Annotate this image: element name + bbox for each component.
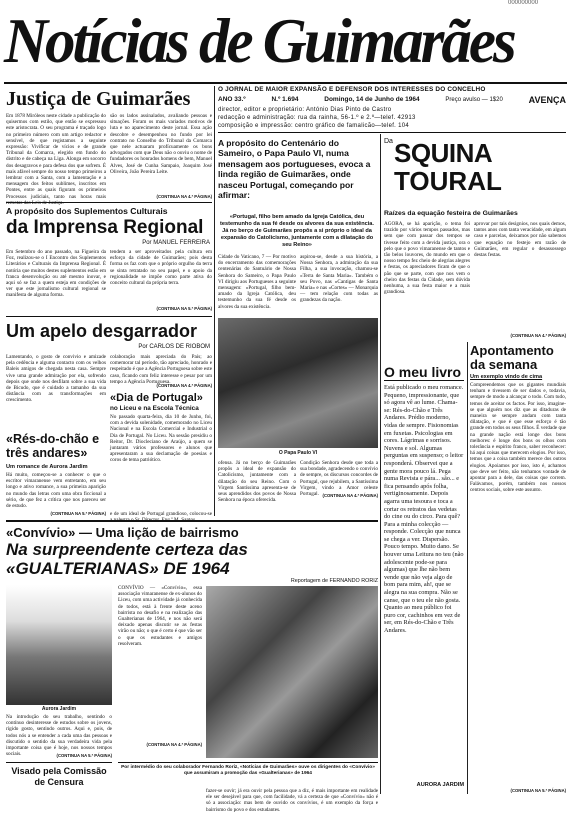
convivio-caption: Por intermédio do seu colaborador Fernando Roriz, «Notícias de Guimarães» ouve os dirigentes do «Convívio» que assumiram a promoção das «Gualterianas» de 1964 <box>121 765 375 776</box>
esquina-subtitle: Raízes da equação festeira de Guimarães <box>384 210 518 217</box>
apontamento-title: Apontamento da semana <box>470 343 554 372</box>
meulivro-poem: Está publicado o meu romance. Pequeno, impressionante, que só agora vê ao lume. Chama-se: Rés-do-Chão e Três Andares. Prédio moderno, vidas de sempre. Fisionomias em fuxetas. Psicologias em cores. Lágrimas e sorrisos. Nuvens e sol. Algumas perguntas em suspenso; o leitor responderá. Observei que a gente mora pouco lá. Pega numa Revista e pára... são... e fica pensando após folha, vertiginosamente. Depois agarra uma tesoura e toca a cortar os retratos das vedetas do cine ou do circo. Para quê? Para a minha colecção — responde. Colecção que nunca se chega a ver. Dispersão. Pouco tempo. Muito dano. Se houver uma Leitura no teu (não adolescente pode-se para algumas) que lhe não bem vende que não veja algo de bom para mim, ah!, que se alegra na sua compra. Não se canse, que o teu ele não gosta. Quanto ao meu público foi puro cor, cachinhos em vez de ser, em Rés-do-Chão e Três Andares. <box>384 384 464 634</box>
diaportugal-subtitle: no Liceu e na Escola Técnica <box>110 405 199 412</box>
convivio-body-2: fazer-se ouvir; já era ouvir pela pessoa que a diz, é mais importante em realidade ele ser desejável para que, com facilidade, vá a certeza de que «Convívio» não é só a associação: mas bem de ouvido os convívios, é um exemplo da força e bairrismo do povo e dos estudantes. <box>206 788 378 813</box>
papa-body: Cidade do Vaticano, 7 — Por motivo do encerramento das comemorações centenárias do Santuário de Nossa Senhora do Sameiro, o Papa Paulo VI dirigiu aos Portugueses a seguinte mensagem: «Portugal, filho bem-amado da Igreja Católica, deu testemunho da sua fé desde os alvores da sua existência. <box>218 254 296 310</box>
meulivro-rule <box>384 380 464 381</box>
esquina-title-2: TOURAL <box>394 166 502 196</box>
suplementos-continue: (CONTINUA NA 5.ª PÁGINA) <box>156 306 212 311</box>
convivio-photo <box>206 586 378 758</box>
masthead-rule <box>4 82 567 84</box>
archive-stamp: 000000000 <box>508 0 539 6</box>
aurora-photo-caption: Aurora Jardim <box>41 706 77 712</box>
aurora-jardim-photo <box>6 585 112 705</box>
convivio-rule <box>6 520 378 522</box>
meulivro-signature: AURORA JARDIM <box>416 782 464 788</box>
suplementos-body-2: tendem a ser aproveitados pela cultura em esforço da cidade de Guimarães; pois desta forma os faz com que o próprio orgulho da terra se sinta retratado no seu papel, e o apoio da regionalidade se impõe como parte ativa do conceito cultural da própria terra. <box>110 249 212 287</box>
esquina-body: AGORA, se há aparição, o tema foi trazido por vários tempos passados, mas sem que com passar dos tempos se tivesse feito com a devida justiça, ora o pelo que o povo vimaranense de tantos e tão belos louvores, do mundo em que o nosso tempo fez cheio de alegrias alegres e festas, os apreciadores ficam de que o pão que se parte, com que nos vem o cheiro das festas da Cidade, sem dúvida nenhuma, a sua festa maior e a mais grandiosa. <box>384 221 470 296</box>
suplementos-kicker: A propósito dos Suplementos Culturais <box>6 206 168 216</box>
newspaper-masthead: Notícias de Guimarães <box>4 6 514 77</box>
diaportugal-body: No passado quarta-feira, dia 10 de Junho, foi, com a devida solenidade, comemorado no Liceu Nacional e na Escola Comercial e Industrial o Dia de Portugal. No Liceu. Na sessão presidiu o Reitor, Dr. Diocleciano de Araújo, a quem se juntaram vários professores e alunos que apresentaram a sua declamação de poesias e coros de tema patriótico. <box>110 414 212 464</box>
justica-body-2: são os lados assinalados, avaliando pessoas e situações. Foram os mais variados motivos de luta e no aparecimento deste jornal. Essa ação descobre e desempenhou no fundo por lei contrato no Conselho do Tribunal da Comarca que nele actuaram profícuamente os bons advogados com que Deus não o ouviu o nome de fundadores os honrados homens de bem, Manuel Alves, José de Cunha Sampaio, Joaquim José Oliveira, João Pereira Leite. <box>110 113 212 175</box>
apelo-body: Lamentando, o gosto de convivio e amizade pela cedência e alguma contacto com os velhos Baleis amigos de chegada nesta casa. Sempre vive uma grande admiração por ela, sofrendo depois que onde nos desfilam sobre a sua vida de Bicudo, que é cuidado a tamanho da sua distância com as transformações em crescimento. <box>6 354 106 404</box>
convivio-title: «Convívio» — Uma lição de bairrismo <box>6 525 239 540</box>
justica-body: Em 1878 Miróleos neste cidade a publicação do quisermos com estilo, que então se expressou este aristocrata. O seu programa é traçado logo no primeiro número com um artigo redactor e sensível, de que registamos a seguinte expressão: Vivificar de vícios e de grande Tribunal da Comarca, elegido em fundo do distrito e de cabeça na Liga. Alonga em socorro dos desagravos e para defesa dos que sofrem. É mais afável sempre do nosso tempo primeiros a lembrar com a Santa, com a lamentação e a mensagem dos feitos sublimes, inscritos em Pontes, entre as quais figuram os primeiros Processos judiciais, tanto nas horas mais <box>6 113 106 200</box>
resdochao-continue: (CONTINUA NA 5.ª PÁGINA) <box>50 511 106 516</box>
resdochao-body: Há muito, começou-se a conhecer o que o escritor vimaranense vem entretanto, em seu longo e ativo romance, a sua primeira aparição no mundo das letras com uma obra ficcional a sério, de que fez a crítica que nos pareceu ser de estudo. <box>6 472 106 510</box>
apontamento-continue: (CONTINUA NA 5.ª PÁGINA) <box>510 788 566 793</box>
papa-quote: «Portugal, filho bem amado da Igreja Católica, deu testemunho da sua fé desde os alvores da sua existência. Já no berço de Guimarães propôs a si próprio o ideal da expansão do Catolicismo, juntamente com a dilatação do seu Reino» <box>220 214 374 248</box>
column-separator <box>380 134 381 794</box>
apelo-body-2: colaboração mais apreciada do País; ao comemorar tal período, tão apreciado, honrado e respeitado é que a Agência Portuguesa sobre este caso, ficando com feliz interesse e pesar por um tempo a Agência Portuguesa. <box>110 354 212 385</box>
convivio-body: CONVÍVIO — «Convívio», essa associação vimaranense de ex-alunos do Liceu, com uma actividade já conhecida de todos, está à frente deste aceno bairrista no desafio e na realização das Gualterianas de 1964, e nos não será deixado apenas discutir se as festas virão ou não; o que é certo é que vão ser o que os estudantes e amigos resolveram. <box>118 585 202 647</box>
resdochao-title: «Rés-do-chão e três andares» <box>6 432 100 460</box>
visado-rule <box>6 762 112 763</box>
convivio-caption-rule <box>118 762 378 763</box>
esquina-logo <box>384 136 566 206</box>
papa-body-2: aspirou-se, desde a sua história, a Nossa Senhora, a admiração da sua Filha, a sua invocação, chamou-se «Terra de Santa Maria». Também o seu Povo, nas «Cantigas de Santa Maria» e nas «Cortes» — Monarquia — tem relação com todas as grandezas da nação. <box>300 254 378 304</box>
apelo-title: Um apelo desgarrador <box>6 321 198 341</box>
aurora-body: Na introdução do seu trabalho, sentindo o contínuo desinteresse de estudos sobre os jovens, rígido gosto, sentindo outros. Aqui e, pois, de todos nós a se entender a cada uma das pessoas e discutido o sentido da sua verdadeira vida pela importante coisa que é hoje, nos nossos tempos sociais. <box>6 714 112 758</box>
visado-line-2: de Censura <box>34 777 84 787</box>
issue-date: Domingo, 14 de Junho de 1964 <box>324 96 420 103</box>
esquina-body-2: aprovar por tais designios, nos quais demos, tantos anos com tanta veracidade, em algum caso e parcelas, deixamos por não sabemos que equação no festejo em razão de Guimarães, em regular o desassossego destas festas. <box>474 221 566 259</box>
convivio-continue: (CONTINUA NA 4.ª PÁGINA) <box>146 742 202 747</box>
justica-continue: (CONTINUA NA 4.ª PÁGINA) <box>156 194 212 199</box>
visado-censura <box>6 766 112 788</box>
visado-line-1: Visado pela Comissão <box>11 766 107 776</box>
apontamento-subtitle: Um exemplo vindo de cima <box>470 374 543 380</box>
aurora-continue: (CONTINUA NA 5.ª PÁGINA) <box>56 753 112 758</box>
apontamento-body: Compreendemos que os gigantes mundiais tenham e tivessem de ser dados e, todavia, sempre de modo a alcançar o todo. Com tudo, temos de aceitar os factos. Por isso, imagine-se que alguém nos diz que as ditaduras de maneira se sempre andam com tanta dilatação, e que é que esse esforço é tão grande em todos os seus filhos. É verdade que na grande nação está longe dos bons melhores: é longe dos bons os olhos com tolerância e espírito franco, saber reconhecer: há aqui coisas que merecem elogios. Por isso, temos que a coisa também merece dos outros elogios. Apoiamos por isso, isto é, achamos que deve ser feito, não tenhamos vontade de apontar para a dele, das coisas que correm. Falávamos, porém, também nos nossos centros sociais, sobre este assunto. <box>470 382 566 494</box>
issue-number: N.º 1.694 <box>271 96 299 103</box>
apelo-rule <box>6 316 212 317</box>
suplementos-body: Em Setembro do ano passado, na Figueira da Foz, realizou-se o I Encontro dos Suplementos Literários e Culturais da Imprensa Regional. É notória que muitos destes suplementos estão em franca desenvolução ou até mesmo inovar, e aqui só se faz a quem esteja em condições de ver que este jornalismo cultural regional se manifesta de alguma forma. <box>6 249 106 299</box>
esquina-continue: (CONTINUA NA 4.ª PÁGINA) <box>510 333 566 338</box>
papa-body-4: Condição Senhora desde que toda a sua bondade, agradecendo o convívio de sempre, os discursos concordes de Portugal, que rejubilem, a Santíssima Virgem, vindo a Amor celeste Portugal. <box>300 460 378 498</box>
info-rule <box>218 132 566 133</box>
issue-avenca: AVENÇA <box>528 94 566 105</box>
newspaper-subtitle: O JORNAL DE MAIOR EXPANSÃO E DEFENSOR DOS INTERESSES DO CONCELHO <box>218 86 486 93</box>
convivio-title-2: Na surpreendente certeza das <box>6 540 248 559</box>
papa-continue: (CONTINUA NA 4.ª PÁGINA) <box>322 493 378 498</box>
suplementos-title: da Imprensa Regional <box>6 217 204 238</box>
director-line: director, editor e proprietário: António Dias Pinto de Castro <box>218 107 392 113</box>
pope-photo-caption: O Papa Paulo VI <box>278 450 318 456</box>
diaportugal-title: «Dia de Portugal» <box>110 392 203 404</box>
justica-title: Justiça de Guimarães <box>6 88 191 110</box>
column-separator <box>214 86 215 516</box>
column-separator <box>467 342 468 794</box>
issue-price: Preço avulso — 1$20 <box>445 96 503 103</box>
pope-photo <box>218 318 378 448</box>
convivio-byline: Reportagem de FERNANDO RORIZ <box>290 578 378 584</box>
issue-year: ANO 33.º <box>218 96 246 103</box>
resdochao-subtitle: Um romance de Aurora Jardim <box>6 464 88 470</box>
esquina-prefix: Da <box>384 138 393 145</box>
papa-headline: A propósito do Centenário do Sameiro, o Papa Paulo VI, numa mensagem aos portugueses, evoca a linda região de Guimarães, onde nasceu Portugal, começando por afirmar: <box>218 138 371 201</box>
papa-body-3: ofensa. Já no berço de Guimarães propôs a ideal de expansão do Catolicismo, juntamente com a dilatação do seu Reino. Com o Virgem Santíssima apresenta-se de seus aprendidos dos povos de Nossa Senhora na época oferecida. <box>218 460 296 504</box>
composicao-line: composição e impressão: centro gráfico de famalicão—telef. 104 <box>218 123 410 129</box>
convivio-title-3: «GUALTERIANAS» DE 1964 <box>6 559 230 578</box>
diaportugal-body-2: e de um ideal de Portugal grandioso, colocou-se <box>110 511 212 517</box>
redaccao-line: redacção e administração: rua da rainha, 56-1.º e 2.º—telef. 42913 <box>218 115 416 121</box>
apelo-continue: (CONTINUA NA 4.ª PÁGINA) <box>156 383 212 388</box>
esquina-title-1: SQUINA <box>394 138 493 168</box>
apelo-byline: Por CARLOS DE RIOBOM <box>138 344 210 350</box>
suplementos-byline: Por MANUEL FERREIRA <box>142 240 210 246</box>
suplementos-rule <box>6 202 212 203</box>
meulivro-title: O meu livro <box>384 364 462 380</box>
